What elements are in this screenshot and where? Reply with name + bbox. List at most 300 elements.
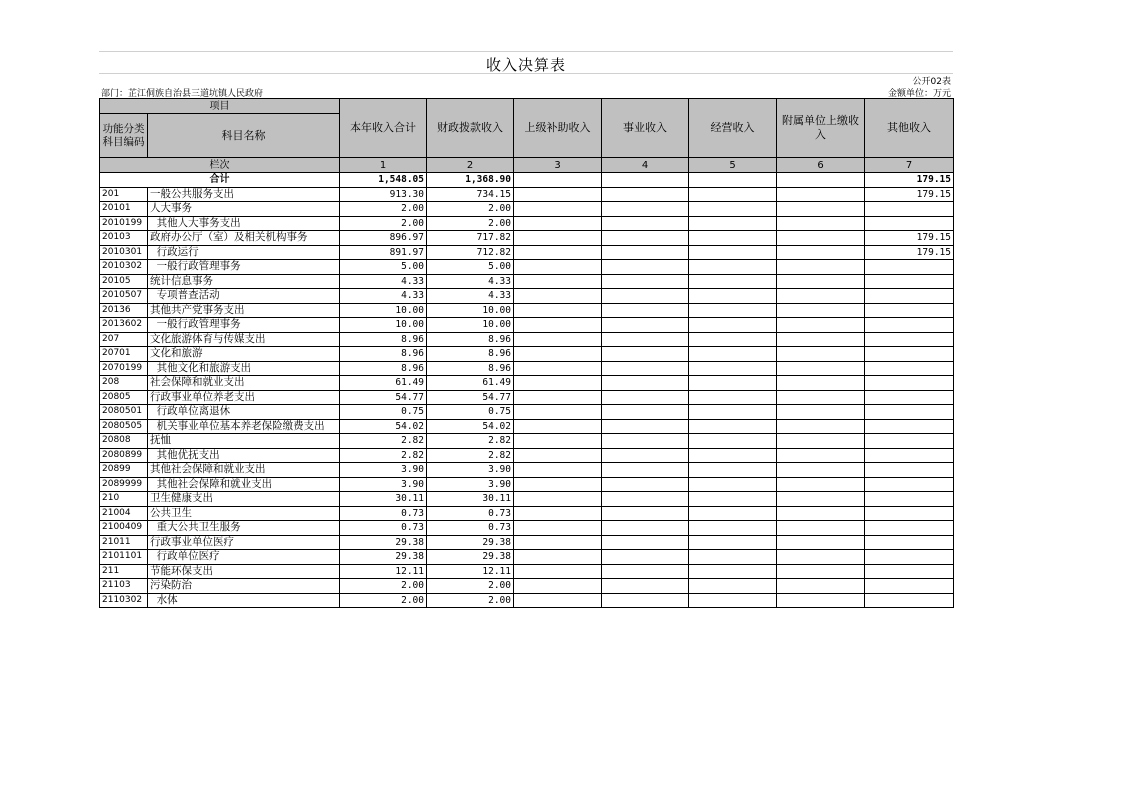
table-row	[100, 506, 954, 521]
row-affiliate-income-cell	[777, 245, 865, 260]
row-other-income-cell: 179.15	[865, 245, 954, 260]
col-header-superior-subsidy: 上级补助收入	[514, 99, 602, 158]
total-cell: 1,548.05	[340, 173, 427, 188]
row-code-cell: 21103	[100, 579, 148, 594]
row-fiscal-allocation-cell: 717.82	[427, 231, 514, 246]
table-row	[100, 216, 954, 231]
row-other-income-cell	[865, 202, 954, 217]
row-fiscal-allocation-cell: 2.00	[427, 579, 514, 594]
row-total-income-cell: 0.75	[340, 405, 427, 420]
row-business-income-cell	[602, 361, 689, 376]
row-total-income-cell: 10.00	[340, 318, 427, 333]
row-superior-subsidy-cell	[514, 419, 602, 434]
row-affiliate-income-cell	[777, 318, 865, 333]
row-name-cell: 社会保障和就业支出	[148, 376, 340, 391]
row-name-cell: 抚恤	[148, 434, 340, 449]
table-row	[100, 303, 954, 318]
row-superior-subsidy-cell	[514, 376, 602, 391]
row-name-cell: 一般公共服务支出	[148, 187, 340, 202]
unit-label: 金额单位：万元	[887, 89, 951, 99]
row-name-cell: 行政事业单位养老支出	[148, 390, 340, 405]
row-other-income-cell	[865, 535, 954, 550]
row-name-cell: 统计信息事务	[148, 274, 340, 289]
row-other-income-cell	[865, 318, 954, 333]
row-operating-income-cell	[689, 260, 777, 275]
row-fiscal-allocation-cell: 4.33	[427, 289, 514, 304]
table-row	[100, 231, 954, 246]
table-row	[100, 376, 954, 391]
table-row	[100, 245, 954, 260]
row-code-cell: 21004	[100, 506, 148, 521]
row-name-cell: 其他优抚支出	[148, 448, 340, 463]
row-name-cell: 其他社会保障和就业支出	[148, 463, 340, 478]
row-code-cell: 20136	[100, 303, 148, 318]
index-cell: 5	[689, 158, 777, 173]
row-name-cell: 一般行政管理事务	[148, 260, 340, 275]
row-other-income-cell	[865, 260, 954, 275]
row-total-income-cell: 4.33	[340, 274, 427, 289]
row-code-cell: 2089999	[100, 477, 148, 492]
row-total-income-cell: 12.11	[340, 564, 427, 579]
row-superior-subsidy-cell	[514, 289, 602, 304]
col-header-name: 科目名称	[148, 114, 340, 158]
col-header-total-income: 本年收入合计	[340, 99, 427, 158]
meta-row-form	[99, 74, 953, 86]
row-operating-income-cell	[689, 506, 777, 521]
table-body	[100, 173, 954, 608]
row-code-cell: 2110302	[100, 593, 148, 608]
row-code-cell: 20701	[100, 347, 148, 362]
row-affiliate-income-cell	[777, 535, 865, 550]
row-affiliate-income-cell	[777, 463, 865, 478]
col-header-fiscal-allocation: 财政拨款收入	[427, 99, 514, 158]
row-business-income-cell	[602, 593, 689, 608]
row-code-cell: 2080501	[100, 405, 148, 420]
row-business-income-cell	[602, 564, 689, 579]
row-operating-income-cell	[689, 463, 777, 478]
row-name-cell: 其他共产党事务支出	[148, 303, 340, 318]
table-row	[100, 593, 954, 608]
row-operating-income-cell	[689, 564, 777, 579]
row-total-income-cell: 61.49	[340, 376, 427, 391]
row-superior-subsidy-cell	[514, 347, 602, 362]
row-business-income-cell	[602, 245, 689, 260]
row-other-income-cell	[865, 593, 954, 608]
row-superior-subsidy-cell	[514, 463, 602, 478]
col-header-business-income: 事业收入	[602, 99, 689, 158]
row-business-income-cell	[602, 506, 689, 521]
row-other-income-cell	[865, 332, 954, 347]
row-business-income-cell	[602, 492, 689, 507]
row-business-income-cell	[602, 260, 689, 275]
row-other-income-cell	[865, 303, 954, 318]
row-total-income-cell: 4.33	[340, 289, 427, 304]
row-business-income-cell	[602, 274, 689, 289]
row-affiliate-income-cell	[777, 231, 865, 246]
index-cell: 6	[777, 158, 865, 173]
table-row	[100, 289, 954, 304]
row-code-cell: 20808	[100, 434, 148, 449]
row-affiliate-income-cell	[777, 434, 865, 449]
row-superior-subsidy-cell	[514, 260, 602, 275]
row-code-cell: 20103	[100, 231, 148, 246]
row-other-income-cell	[865, 390, 954, 405]
row-name-cell: 行政单位医疗	[148, 550, 340, 565]
row-superior-subsidy-cell	[514, 332, 602, 347]
row-operating-income-cell	[689, 245, 777, 260]
row-superior-subsidy-cell	[514, 564, 602, 579]
table-row	[100, 448, 954, 463]
row-operating-income-cell	[689, 187, 777, 202]
table-row	[100, 419, 954, 434]
row-business-income-cell	[602, 303, 689, 318]
table-row	[100, 361, 954, 376]
table-row	[100, 202, 954, 217]
row-business-income-cell	[602, 550, 689, 565]
row-business-income-cell	[602, 390, 689, 405]
row-code-cell: 2010199	[100, 216, 148, 231]
row-operating-income-cell	[689, 419, 777, 434]
row-other-income-cell	[865, 376, 954, 391]
row-code-cell: 2013602	[100, 318, 148, 333]
table-row	[100, 187, 954, 202]
row-total-income-cell: 8.96	[340, 347, 427, 362]
row-code-cell: 2010301	[100, 245, 148, 260]
row-other-income-cell	[865, 347, 954, 362]
row-total-income-cell: 2.00	[340, 202, 427, 217]
row-superior-subsidy-cell	[514, 492, 602, 507]
total-cell	[514, 173, 602, 188]
total-row	[100, 173, 954, 188]
row-affiliate-income-cell	[777, 419, 865, 434]
row-operating-income-cell	[689, 477, 777, 492]
report-title: 收入决算表	[485, 56, 566, 74]
row-name-cell: 重大公共卫生服务	[148, 521, 340, 536]
department-label: 部门：芷江侗族自治县三道坑镇人民政府	[101, 89, 264, 99]
row-superior-subsidy-cell	[514, 521, 602, 536]
col-header-other-income: 其他收入	[865, 99, 954, 158]
row-name-cell: 其他文化和旅游支出	[148, 361, 340, 376]
table-row	[100, 405, 954, 420]
row-affiliate-income-cell	[777, 376, 865, 391]
row-affiliate-income-cell	[777, 506, 865, 521]
table-row	[100, 492, 954, 507]
table-row	[100, 550, 954, 565]
row-total-income-cell: 5.00	[340, 260, 427, 275]
row-business-income-cell	[602, 376, 689, 391]
table-row	[100, 260, 954, 275]
row-affiliate-income-cell	[777, 289, 865, 304]
row-affiliate-income-cell	[777, 448, 865, 463]
total-cell: 1,368.90	[427, 173, 514, 188]
row-operating-income-cell	[689, 448, 777, 463]
row-code-cell: 207	[100, 332, 148, 347]
table-row	[100, 347, 954, 362]
row-business-income-cell	[602, 405, 689, 420]
row-affiliate-income-cell	[777, 361, 865, 376]
row-code-cell: 21011	[100, 535, 148, 550]
row-code-cell: 210	[100, 492, 148, 507]
total-cell	[602, 173, 689, 188]
row-affiliate-income-cell	[777, 216, 865, 231]
row-operating-income-cell	[689, 289, 777, 304]
row-fiscal-allocation-cell: 712.82	[427, 245, 514, 260]
item-group-header: 项目	[100, 99, 340, 114]
row-operating-income-cell	[689, 216, 777, 231]
row-total-income-cell: 2.00	[340, 579, 427, 594]
row-operating-income-cell	[689, 202, 777, 217]
row-code-cell: 2080505	[100, 419, 148, 434]
row-other-income-cell	[865, 579, 954, 594]
table-row	[100, 564, 954, 579]
row-fiscal-allocation-cell: 734.15	[427, 187, 514, 202]
table-row	[100, 477, 954, 492]
row-business-income-cell	[602, 318, 689, 333]
row-operating-income-cell	[689, 521, 777, 536]
row-other-income-cell	[865, 274, 954, 289]
row-other-income-cell	[865, 434, 954, 449]
row-operating-income-cell	[689, 390, 777, 405]
row-operating-income-cell	[689, 434, 777, 449]
table-row	[100, 521, 954, 536]
row-operating-income-cell	[689, 274, 777, 289]
row-operating-income-cell	[689, 303, 777, 318]
row-other-income-cell	[865, 477, 954, 492]
row-fiscal-allocation-cell: 10.00	[427, 318, 514, 333]
row-total-income-cell: 896.97	[340, 231, 427, 246]
row-superior-subsidy-cell	[514, 216, 602, 231]
row-name-cell: 行政事业单位医疗	[148, 535, 340, 550]
row-affiliate-income-cell	[777, 593, 865, 608]
row-business-income-cell	[602, 419, 689, 434]
row-operating-income-cell	[689, 492, 777, 507]
total-cell: 179.15	[865, 173, 954, 188]
row-total-income-cell: 29.38	[340, 550, 427, 565]
table-row	[100, 579, 954, 594]
row-total-income-cell: 10.00	[340, 303, 427, 318]
revenue-table	[99, 98, 954, 608]
row-affiliate-income-cell	[777, 390, 865, 405]
row-affiliate-income-cell	[777, 202, 865, 217]
col-header-code: 功能分类科目编码	[100, 114, 148, 158]
row-other-income-cell	[865, 448, 954, 463]
row-fiscal-allocation-cell: 29.38	[427, 550, 514, 565]
row-total-income-cell: 54.02	[340, 419, 427, 434]
row-affiliate-income-cell	[777, 492, 865, 507]
row-fiscal-allocation-cell: 8.96	[427, 361, 514, 376]
index-label: 栏次	[100, 158, 340, 173]
row-total-income-cell: 29.38	[340, 535, 427, 550]
row-operating-income-cell	[689, 535, 777, 550]
row-business-income-cell	[602, 477, 689, 492]
row-fiscal-allocation-cell: 12.11	[427, 564, 514, 579]
row-code-cell: 20899	[100, 463, 148, 478]
row-other-income-cell	[865, 419, 954, 434]
row-fiscal-allocation-cell: 30.11	[427, 492, 514, 507]
col-header-operating-income: 经营收入	[689, 99, 777, 158]
row-affiliate-income-cell	[777, 187, 865, 202]
row-name-cell: 一般行政管理事务	[148, 318, 340, 333]
row-business-income-cell	[602, 535, 689, 550]
row-name-cell: 污染防治	[148, 579, 340, 594]
row-name-cell: 政府办公厅（室）及相关机构事务	[148, 231, 340, 246]
row-name-cell: 卫生健康支出	[148, 492, 340, 507]
row-operating-income-cell	[689, 405, 777, 420]
row-total-income-cell: 3.90	[340, 477, 427, 492]
index-cell: 7	[865, 158, 954, 173]
row-operating-income-cell	[689, 332, 777, 347]
row-fiscal-allocation-cell: 54.02	[427, 419, 514, 434]
row-name-cell: 其他社会保障和就业支出	[148, 477, 340, 492]
row-business-income-cell	[602, 332, 689, 347]
row-superior-subsidy-cell	[514, 202, 602, 217]
table-row	[100, 274, 954, 289]
row-superior-subsidy-cell	[514, 477, 602, 492]
row-fiscal-allocation-cell: 54.77	[427, 390, 514, 405]
row-business-income-cell	[602, 579, 689, 594]
row-fiscal-allocation-cell: 5.00	[427, 260, 514, 275]
row-total-income-cell: 0.73	[340, 521, 427, 536]
row-fiscal-allocation-cell: 8.96	[427, 347, 514, 362]
row-affiliate-income-cell	[777, 303, 865, 318]
row-business-income-cell	[602, 231, 689, 246]
table-row	[100, 463, 954, 478]
row-operating-income-cell	[689, 231, 777, 246]
row-name-cell: 人大事务	[148, 202, 340, 217]
row-code-cell: 201	[100, 187, 148, 202]
row-code-cell: 20105	[100, 274, 148, 289]
table-row	[100, 434, 954, 449]
row-other-income-cell	[865, 506, 954, 521]
row-total-income-cell: 3.90	[340, 463, 427, 478]
row-superior-subsidy-cell	[514, 448, 602, 463]
row-other-income-cell	[865, 564, 954, 579]
row-fiscal-allocation-cell: 4.33	[427, 274, 514, 289]
row-name-cell: 行政运行	[148, 245, 340, 260]
row-name-cell: 文化和旅游	[148, 347, 340, 362]
row-other-income-cell	[865, 550, 954, 565]
row-total-income-cell: 0.73	[340, 506, 427, 521]
row-fiscal-allocation-cell: 0.75	[427, 405, 514, 420]
row-fiscal-allocation-cell: 0.73	[427, 521, 514, 536]
table-row	[100, 535, 954, 550]
col-header-affiliate-income: 附属单位上缴收入	[777, 99, 865, 158]
row-code-cell: 211	[100, 564, 148, 579]
row-superior-subsidy-cell	[514, 303, 602, 318]
title-bar	[99, 51, 953, 74]
row-operating-income-cell	[689, 376, 777, 391]
table-row	[100, 390, 954, 405]
row-other-income-cell	[865, 521, 954, 536]
row-fiscal-allocation-cell: 29.38	[427, 535, 514, 550]
revenue-report-sheet	[99, 51, 953, 608]
row-code-cell: 2080899	[100, 448, 148, 463]
row-superior-subsidy-cell	[514, 535, 602, 550]
row-other-income-cell	[865, 405, 954, 420]
row-operating-income-cell	[689, 550, 777, 565]
row-other-income-cell: 179.15	[865, 187, 954, 202]
row-code-cell: 2010302	[100, 260, 148, 275]
row-affiliate-income-cell	[777, 521, 865, 536]
total-cell	[777, 173, 865, 188]
row-name-cell: 专项普查活动	[148, 289, 340, 304]
row-code-cell: 2100409	[100, 521, 148, 536]
row-fiscal-allocation-cell: 2.00	[427, 216, 514, 231]
row-total-income-cell: 54.77	[340, 390, 427, 405]
row-name-cell: 机关事业单位基本养老保险缴费支出	[148, 419, 340, 434]
row-total-income-cell: 891.97	[340, 245, 427, 260]
row-superior-subsidy-cell	[514, 593, 602, 608]
row-code-cell: 2070199	[100, 361, 148, 376]
row-other-income-cell	[865, 463, 954, 478]
form-number: 公开02表	[912, 77, 951, 87]
row-total-income-cell: 8.96	[340, 361, 427, 376]
row-total-income-cell: 913.30	[340, 187, 427, 202]
table-header	[100, 99, 954, 173]
row-affiliate-income-cell	[777, 274, 865, 289]
row-operating-income-cell	[689, 361, 777, 376]
total-cell	[689, 173, 777, 188]
total-label: 合计	[100, 173, 340, 188]
row-total-income-cell: 2.82	[340, 434, 427, 449]
row-name-cell: 文化旅游体育与传媒支出	[148, 332, 340, 347]
row-total-income-cell: 2.82	[340, 448, 427, 463]
row-name-cell: 其他人大事务支出	[148, 216, 340, 231]
row-fiscal-allocation-cell: 10.00	[427, 303, 514, 318]
index-cell: 2	[427, 158, 514, 173]
row-business-income-cell	[602, 347, 689, 362]
row-business-income-cell	[602, 434, 689, 449]
row-total-income-cell: 2.00	[340, 593, 427, 608]
index-cell: 3	[514, 158, 602, 173]
index-cell: 1	[340, 158, 427, 173]
row-superior-subsidy-cell	[514, 390, 602, 405]
row-other-income-cell: 179.15	[865, 231, 954, 246]
row-affiliate-income-cell	[777, 260, 865, 275]
row-affiliate-income-cell	[777, 550, 865, 565]
row-fiscal-allocation-cell: 2.00	[427, 202, 514, 217]
row-other-income-cell	[865, 492, 954, 507]
row-name-cell: 公共卫生	[148, 506, 340, 521]
row-total-income-cell: 30.11	[340, 492, 427, 507]
index-cell: 4	[602, 158, 689, 173]
row-superior-subsidy-cell	[514, 361, 602, 376]
row-fiscal-allocation-cell: 2.82	[427, 448, 514, 463]
row-superior-subsidy-cell	[514, 318, 602, 333]
row-operating-income-cell	[689, 347, 777, 362]
row-affiliate-income-cell	[777, 347, 865, 362]
row-other-income-cell	[865, 289, 954, 304]
table-row	[100, 332, 954, 347]
row-total-income-cell: 8.96	[340, 332, 427, 347]
meta-row-dept	[99, 86, 953, 98]
row-business-income-cell	[602, 202, 689, 217]
row-affiliate-income-cell	[777, 579, 865, 594]
row-fiscal-allocation-cell: 3.90	[427, 463, 514, 478]
row-code-cell: 20805	[100, 390, 148, 405]
row-superior-subsidy-cell	[514, 245, 602, 260]
row-business-income-cell	[602, 289, 689, 304]
row-superior-subsidy-cell	[514, 579, 602, 594]
row-operating-income-cell	[689, 318, 777, 333]
row-superior-subsidy-cell	[514, 405, 602, 420]
row-total-income-cell: 2.00	[340, 216, 427, 231]
row-superior-subsidy-cell	[514, 506, 602, 521]
row-other-income-cell	[865, 361, 954, 376]
table-row	[100, 318, 954, 333]
row-business-income-cell	[602, 448, 689, 463]
row-affiliate-income-cell	[777, 564, 865, 579]
